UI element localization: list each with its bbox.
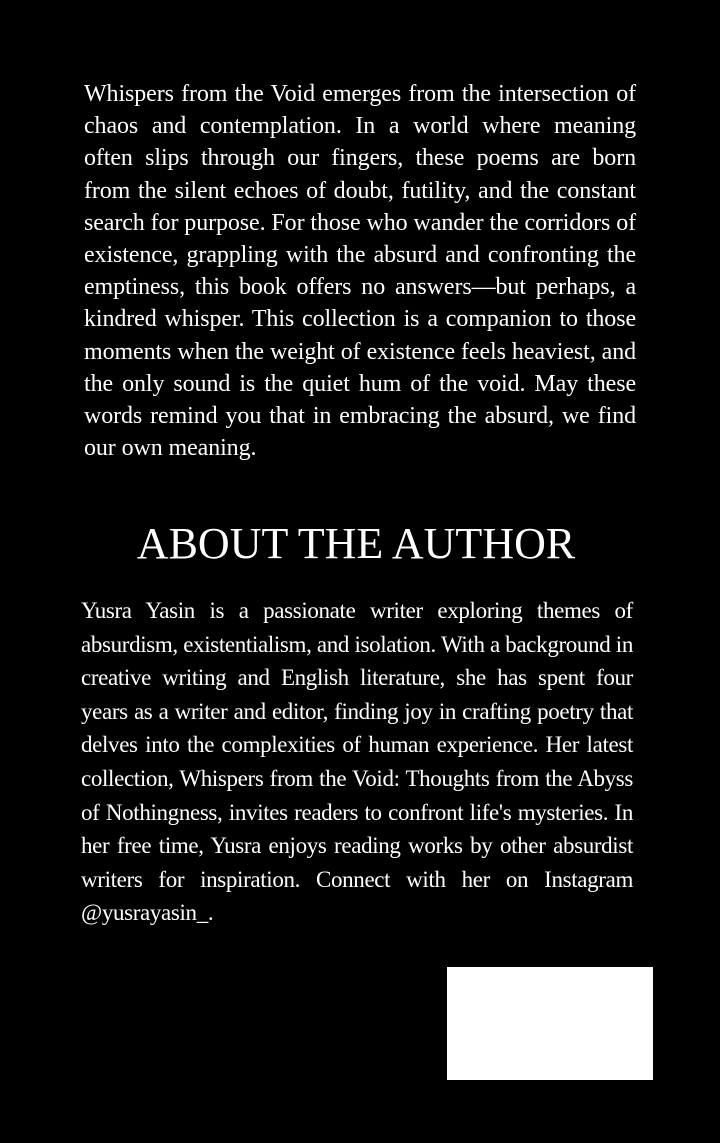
author-bio: Yusra Yasin is a passionate writer exploring themes of absurdism, existentialism, and isolation. With a background in creative writing and English literature, she has spent four years as a writer and editor, finding joy in crafting poetry that delves into the complexities of human experience. Her latest collection, Whispers from the Void: Thoughts from the Abyss of Nothingness, invites readers to confront life's mysteries. In her free time, Yusra enjoys reading works by other absurdist writers for inspiration. Connect with her on Instagram @yusrayasin_. bbox=[81, 598, 633, 926]
barcode-placeholder bbox=[447, 967, 653, 1080]
about-author-heading: ABOUT THE AUTHOR bbox=[136, 519, 576, 568]
book-blurb: Whispers from the Void emerges from the intersection of chaos and contemplation. In a world where meaning often slips through our fingers, these poems are born from the silent echoes of doubt, futility, and the constant search for purpose. For those who wander the corridors of existence, grappling with the absurd and confronting the emptiness, this book offers no answers—but perhaps, a kindred whisper. This collection is a companion to those moments when the weight of existence feels heaviest, and the only sound is the quiet hum of the void. May these words remind you that in embracing the absurd, we find our own meaning. bbox=[84, 81, 636, 462]
